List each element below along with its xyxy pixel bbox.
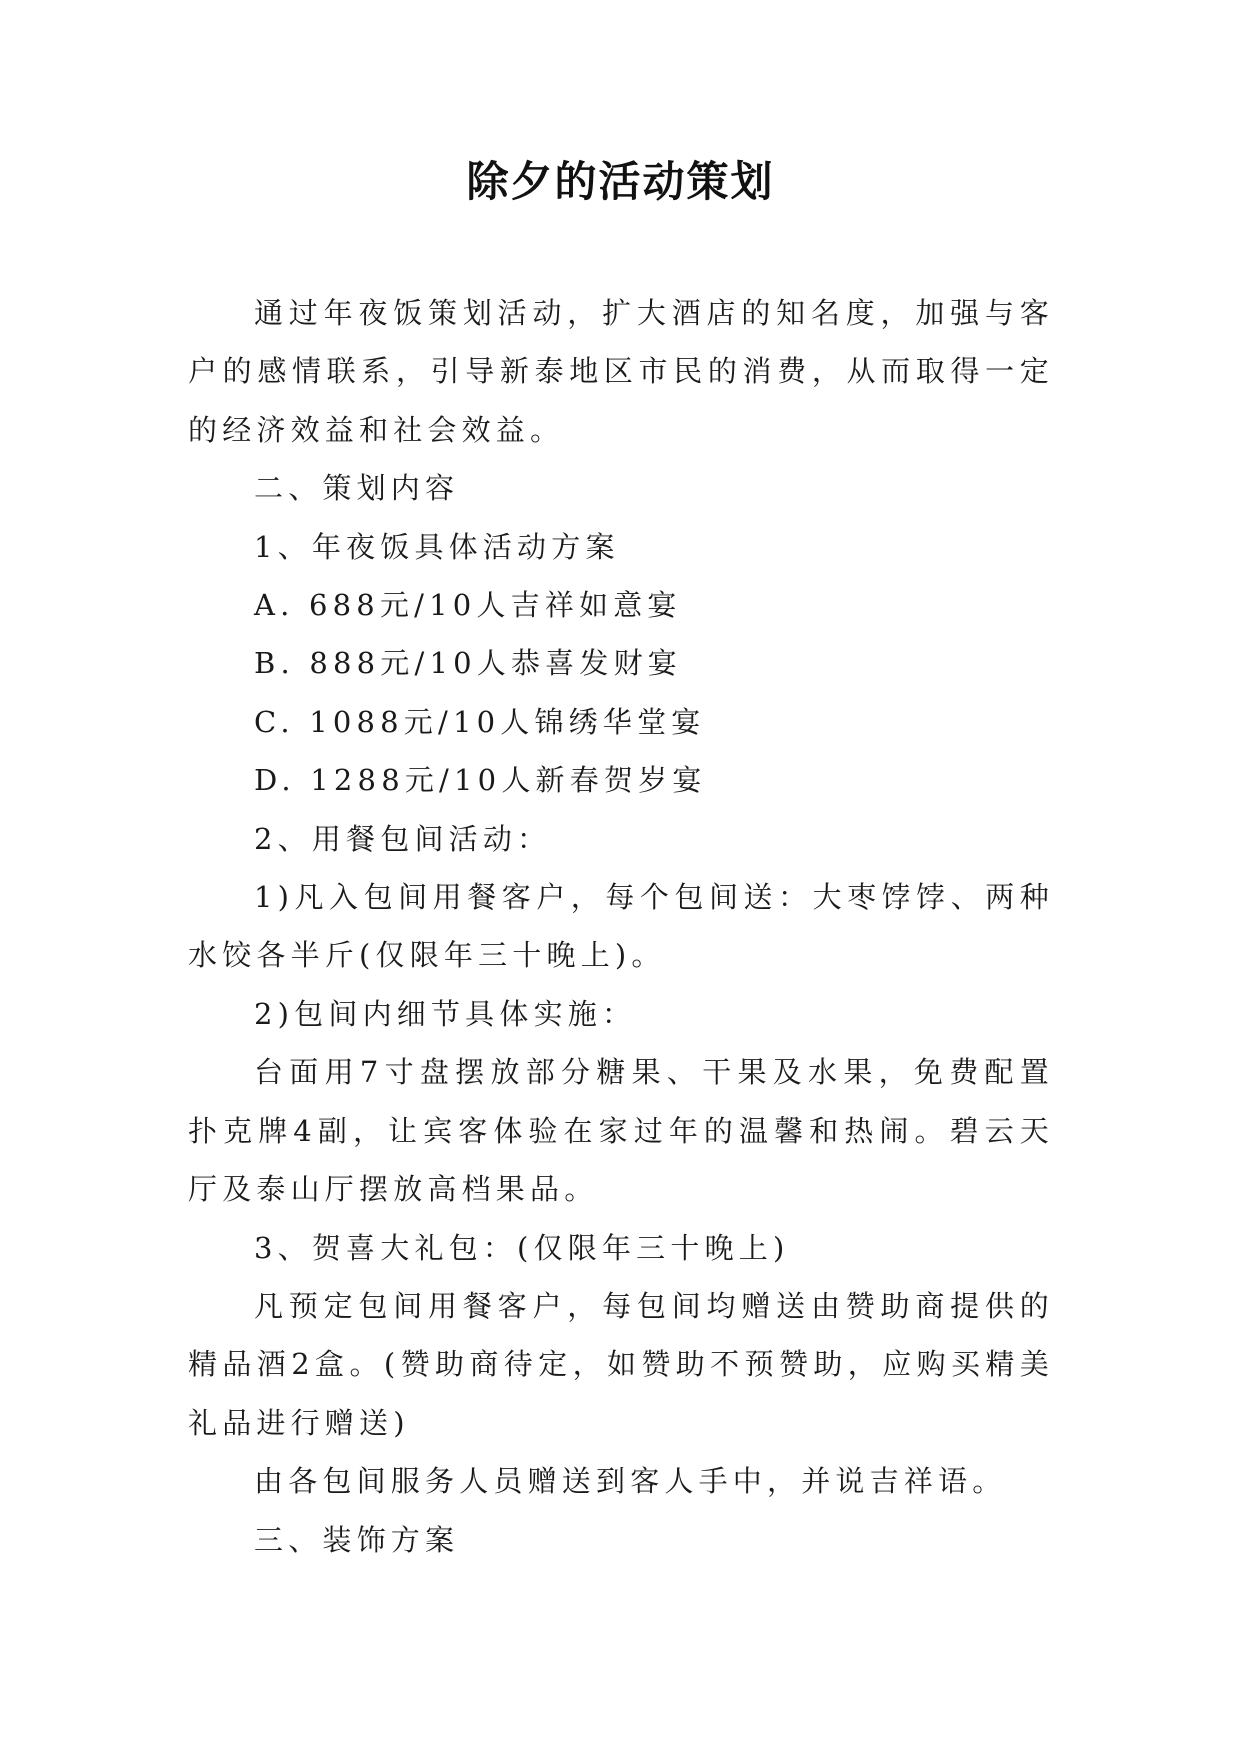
menu-option-c: C. 1088元/10人锦绣华堂宴 [254, 704, 706, 739]
intro-paragraph: 通过年夜饭策划活动，扩大酒店的知名度，加强与客户的感情联系，引导新泰地区市民的消费，从而取得一定的经济效益和社会效益。 [188, 296, 1054, 447]
section-heading-decoration: 三、装饰方案 [254, 1522, 460, 1557]
document-body [188, 284, 1054, 1569]
subsection-heading-dinner-plan: 1、年夜饭具体活动方案 [254, 529, 620, 564]
gift-pack-paragraph: 凡预定包间用餐客户，每包间均赠送由赞助商提供的精品酒2盒。(赞助商待定，如赞助不预赞助，应购买精美礼品进行赠送) [188, 1288, 1054, 1440]
menu-option-d: D. 1288元/10人新春贺岁宴 [254, 763, 707, 798]
document-title: 除夕的活动策划 [466, 157, 775, 206]
section-heading-planning-content: 二、策划内容 [254, 471, 460, 506]
gift-delivery-paragraph: 由各包间服务人员赠送到客人手中，并说吉祥语。 [254, 1464, 1007, 1499]
subsection-heading-gift-pack: 3、贺喜大礼包：(仅限年三十晚上) [254, 1230, 790, 1265]
private-room-item-2: 2)包间内细节具体实施： [254, 996, 637, 1031]
table-setup-paragraph: 台面用7寸盘摆放部分糖果、干果及水果，免费配置扑克牌4副，让宾客体验在家过年的温馨和热闹。碧云天厅及泰山厅摆放高档果品。 [188, 1055, 1054, 1207]
private-room-item-1: 1)凡入包间用餐客户，每个包间送：大枣饽饽、两种水饺各半斤(仅限年三十晚上)。 [188, 880, 1054, 973]
menu-option-a: A. 688元/10人吉祥如意宴 [254, 588, 682, 623]
subsection-heading-private-room: 2、用餐包间活动： [254, 821, 552, 856]
menu-option-b: B. 888元/10人恭喜发财宴 [254, 646, 682, 681]
